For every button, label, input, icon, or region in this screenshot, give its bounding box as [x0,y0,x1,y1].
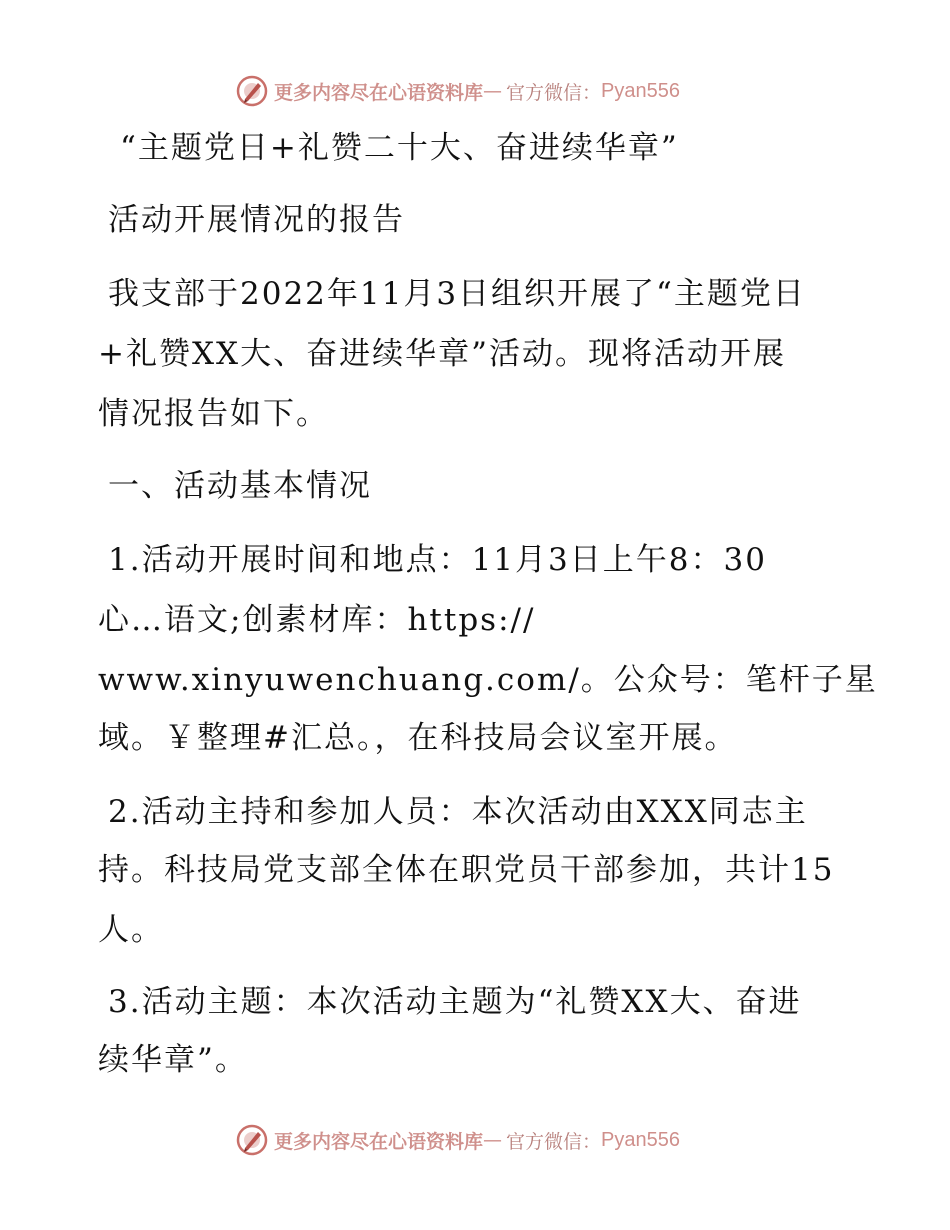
item1-line-1: 1.活动开展时间和地点：11月3日上午8：30 [108,542,767,578]
item3-line-2: 续华章”。 [98,1042,248,1078]
item1-line-2: 心…语文;创素材库：https:// [98,602,536,638]
intro-line-2: +礼赞XX大、奋进续华章”活动。现将活动开展 [98,336,786,372]
item2-line-3: 人。 [98,912,164,948]
watermark-dash: — [483,80,503,102]
item2-line-2: 持。科技局党支部全体在职党员干部参加，共计15 [98,852,835,888]
footer-watermark [236,1123,680,1157]
item2-line-1: 2.活动主持和参加人员：本次活动由XXX同志主 [108,794,808,830]
watermark-main-text: 更多内容尽在心语资料库 [274,81,484,104]
header-watermark [236,74,680,108]
watermark-main-text: 更多内容尽在心语资料库 [274,1130,484,1153]
title-line-1: “主题党日+礼赞二十大、奋进续华章” [120,130,679,166]
watermark-wechat-id: Pyan556 [601,79,680,102]
section1-heading: 一、活动基本情况 [108,468,372,504]
title-line-2: 活动开展情况的报告 [108,202,405,238]
watermark-dash: — [483,1129,503,1151]
watermark-label: 官方微信： [506,81,602,104]
intro-line-1: 我支部于2022年11月3日组织开展了“主题党日 [108,276,806,312]
watermark-label: 官方微信： [506,1130,602,1153]
intro-line-3: 情况报告如下。 [98,396,329,432]
pen-logo-icon [236,75,268,107]
watermark-wechat-id: Pyan556 [601,1128,680,1151]
item1-line-3: www.xinyuwenchuang.com/。公众号：笔杆子星 [98,662,878,698]
pen-logo-icon [236,1124,268,1156]
item3-line-1: 3.活动主题：本次活动主题为“礼赞XX大、奋进 [108,984,802,1020]
item1-line-4: 域。￥整理#汇总。，在科技局会议室开展。 [98,720,738,756]
